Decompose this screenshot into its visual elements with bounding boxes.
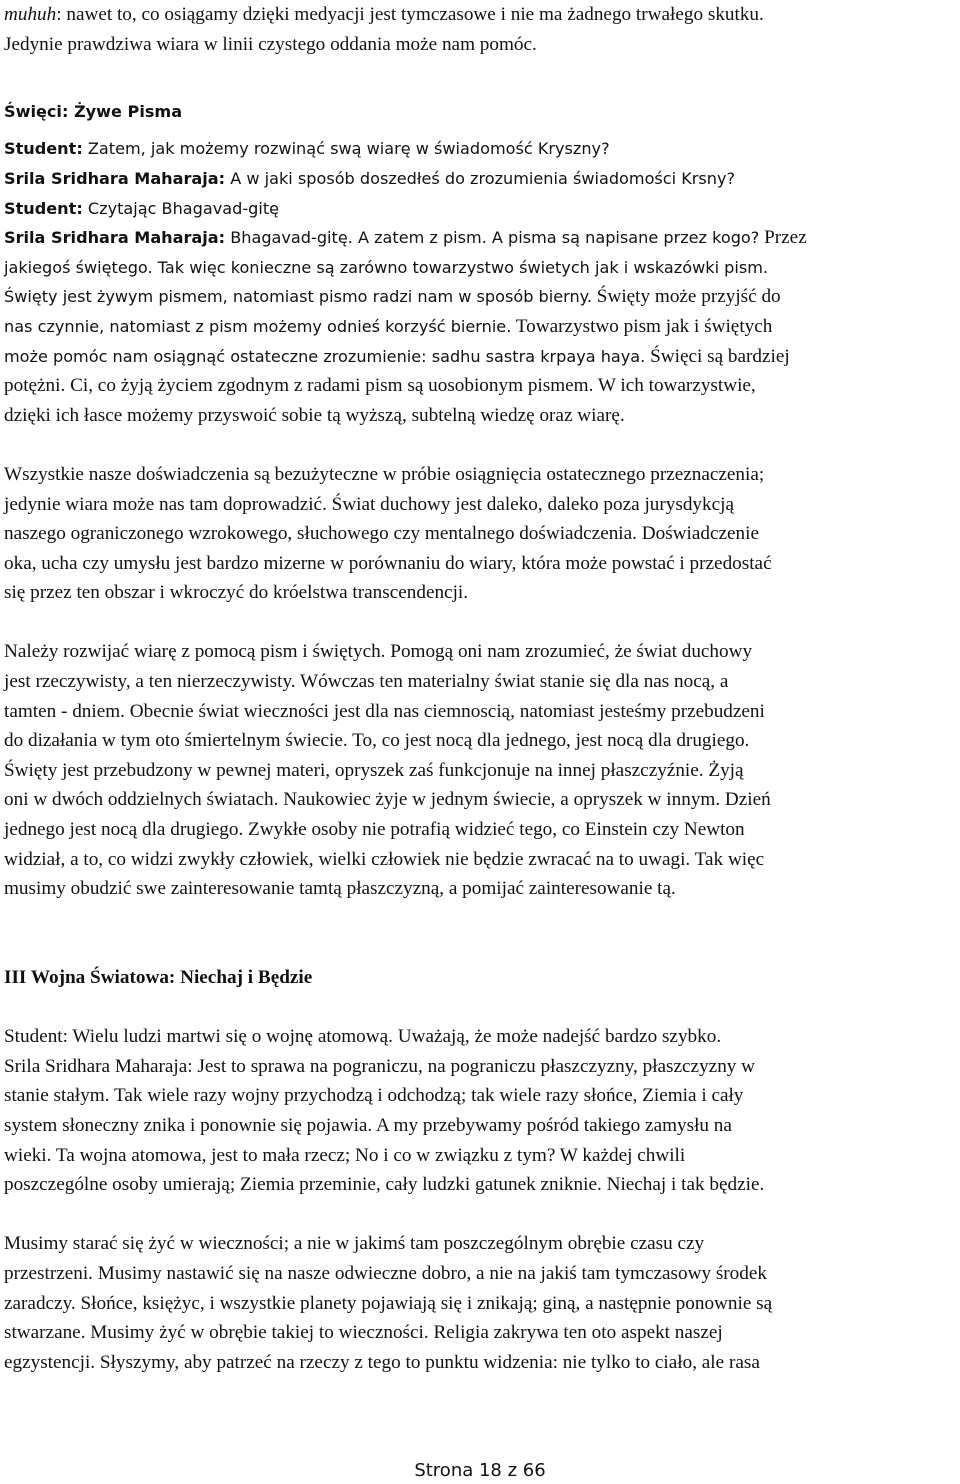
page-number: Strona 18 z 66	[414, 1460, 546, 1481]
dialogue-line: Student: Czytając Bhagavad-gitę	[4, 198, 280, 218]
document-page	[4, 0, 956, 1377]
spacer	[4, 59, 956, 89]
body-line: do dizałania w tym oto śmiertelnym świecie. To, co jest nocą dla jednego, jest nocą dla drugiego.	[4, 730, 750, 752]
paragraph	[4, 637, 956, 903]
body-line: poszczególne osoby umierają; Ziemia przeminie, cały ludzki gatunek zniknie. Niechaj i tak będzie.	[4, 1174, 765, 1196]
intro-term: muhuh	[4, 4, 57, 25]
body-line: system słoneczny znika i ponownie się pojawia. A my przebywamy pośród takiego zamysłu na	[4, 1114, 732, 1136]
body-line: Święty jest przebudzony w pewnej materi, opryszek zaś funkcjonuje na innej płaszczyźnie. Żyją	[4, 759, 744, 781]
spacer	[4, 126, 956, 134]
body-line: oni w dwóch oddzielnych światach. Naukowiec żyje w jednym świecie, a opryszek w innym. Dzień	[4, 789, 771, 811]
body-line: Student: Wielu ludzi martwi się o wojnę atomową. Uważają, że może nadejść bardzo szybko.	[4, 1026, 722, 1048]
body-line: nas czynnie, natomiast z pism możemy odnieś korzyść biernie. Towarzystwo pism jak i świętych	[4, 315, 773, 337]
spacer	[4, 430, 956, 460]
body-line: oka, ucha czy umysłu jest bardzo mizerne w porównaniu do wiary, która może powstać i przedostać	[4, 552, 772, 574]
body-line: tamten - dniem. Obecnie świat wieczności jest dla nas ciemnoscią, natomiast jesteśmy przebudzeni	[4, 700, 765, 722]
paragraph	[4, 460, 956, 608]
spacer	[4, 993, 956, 1023]
body-line: potężni. Ci, co żyją życiem zgodnym z radami pism są uosobionym pismem. W ich towarzystwie,	[4, 375, 756, 397]
body-line: Srila Sridhara Maharaja: Jest to sprawa na pograniczu, na pograniczu płaszczyzny, płaszczyzny w	[4, 1055, 756, 1077]
body-line: stwarzane. Musimy żyć w obrębie takiej to wieczności. Religia zakrywa ten oto aspekt naszej	[4, 1322, 723, 1344]
section-heading: Święci: Żywe Pisma	[4, 101, 183, 121]
intro-line-2: Jedynie prawdziwa wiara w linii czystego oddania może nam pomóc.	[4, 33, 537, 55]
spacer	[4, 904, 956, 934]
body-line: naszego ograniczonego wzrokowego, słuchowego czy mentalnego doświadczenia. Doświadczenie	[4, 523, 759, 545]
spacer	[4, 1200, 956, 1230]
spacer	[4, 608, 956, 638]
paragraph	[4, 1022, 956, 1200]
body-line: zaradczy. Słońce, księżyc, i wszystkie planety pojawiają się i znikają; giną, a następnie ponownie są	[4, 1292, 773, 1314]
body-line: stanie stałym. Tak wiele razy wojny przychodzą i odchodzą; tak wiele razy słońce, Ziemia i cały	[4, 1085, 744, 1107]
body-line: jakiegoś świętego. Tak więc konieczne są zarówno towarzystwo świetych jak i wskazówki pism.	[4, 257, 769, 277]
body-line: jedynie wiara może nas tam doprowadzić. Świat duchowy jest daleko, daleko poza jurysdykcją	[4, 493, 734, 515]
body-line: Święty jest żywym pismem, natomiast pismo radzi nam w sposób bierny. Święty może przyjść do	[4, 286, 781, 308]
body-line: egzystencji. Słyszymy, aby patrzeć na rzeczy z tego to punktu widzenia: nie tylko to ciało, ale rasa	[4, 1351, 760, 1373]
body-line: Należy rozwijać wiarę z pomocą pism i świętych. Pomogą oni nam zrozumieć, że świat duchowy	[4, 641, 753, 663]
dialogue-line: Srila Sridhara Maharaja: Bhagavad-gitę. A zatem z pism. A pisma są napisane przez kogo? Przez	[4, 227, 807, 249]
body-line: wieki. Ta wojna atomowa, jest to mała rzecz; No i co w związku z tym? W każdej chwili	[4, 1144, 686, 1166]
dialogue-line: Srila Sridhara Maharaja: A w jaki sposób doszedłeś do zrozumienia świadomości Krsny?	[4, 168, 736, 188]
spacer	[4, 89, 956, 97]
dialogue-line: Student: Zatem, jak możemy rozwinąć swą wiarę w świadomość Kryszny?	[4, 139, 610, 159]
body-line: Musimy starać się żyć w wieczności; a nie w jakimś tam poszczególnym obrębie czasu czy	[4, 1233, 705, 1255]
body-line: jednego jest nocą dla drugiego. Zwykłe osoby nie potrafią widzieć tego, co Einstein czy Newton	[4, 819, 745, 841]
intro-line-1: muhuh: nawet to, co osiągamy dzięki medyacji jest tymczasowe i nie ma żadnego trwałego skutku.	[4, 4, 764, 25]
body-line: się przez ten obszar i wkroczyć do króelstwa transcendencji.	[4, 582, 469, 604]
spacer	[4, 933, 956, 963]
body-line: dzięki ich łasce możemy przyswoić sobie tą wyższą, subtelną wiedzę oraz wiarę.	[4, 404, 625, 426]
body-line: przestrzeni. Musimy nastawić się na nasze odwieczne dobro, a nie na jakiś tam tymczasowy środek	[4, 1262, 767, 1284]
paragraph	[4, 1229, 956, 1377]
body-line: jest rzeczywisty, a ten nierzeczywisty. Wówczas ten materialny świat stanie się dla nas nocą, a	[4, 671, 729, 693]
body-line: może pomóc nam osiągnąć ostateczne zrozumienie: sadhu sastra krpaya haya. Święci są bardziej	[4, 345, 790, 367]
body-line: musimy obudzić swe zainteresowanie tamtą płaszczyzną, a pomijać zainteresowanie tą.	[4, 878, 676, 900]
body-line: Wszystkie nasze doświadczenia są bezużyteczne w próbie osiągnięcia ostatecznego przeznaczenia;	[4, 463, 765, 485]
body-line: widział, a to, co widzi zwykły człowiek, wielki człowiek nie będzie zwracać na to uwagi. Tak więc	[4, 848, 765, 870]
section-heading: III Wojna Światowa: Niechaj i Będzie	[4, 967, 313, 988]
